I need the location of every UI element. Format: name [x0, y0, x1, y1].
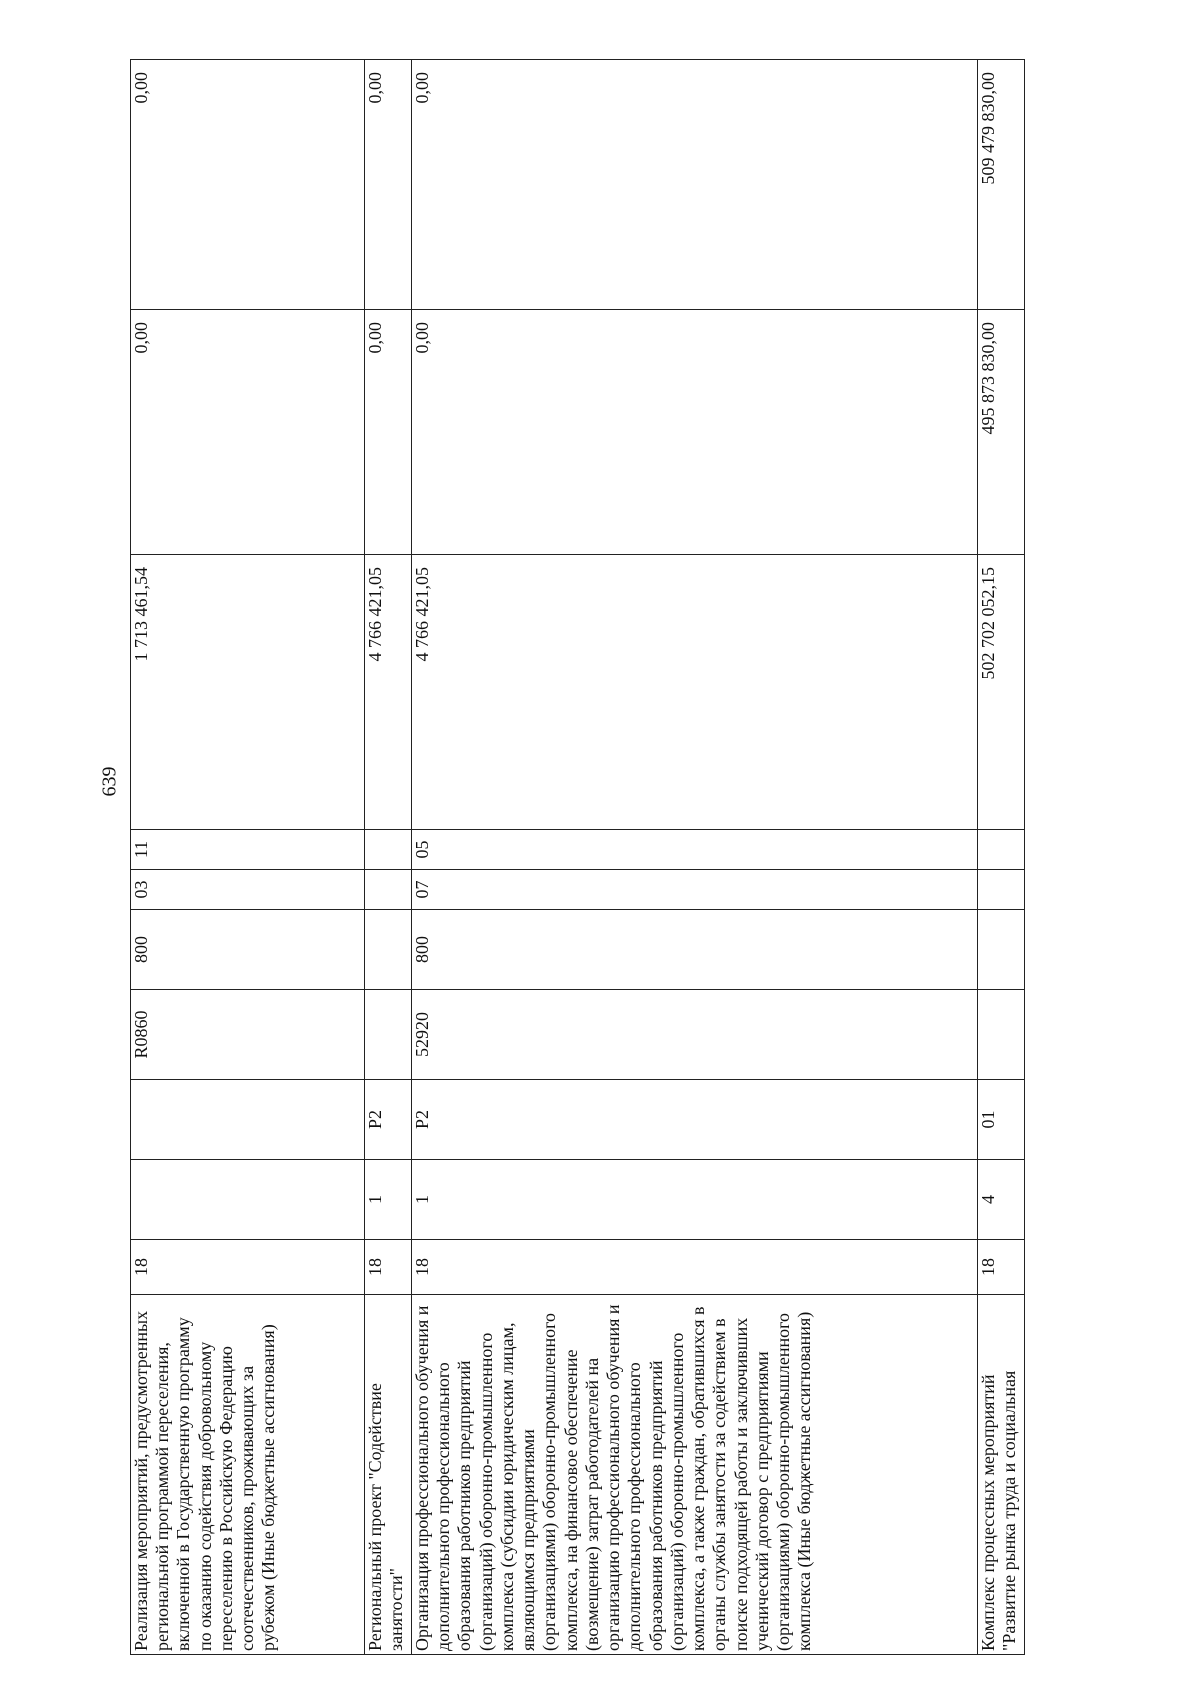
section-code — [365, 870, 412, 910]
section-code — [978, 870, 1025, 910]
amount-year-3: 509 479 830,00 — [978, 60, 1025, 310]
page-number: 639 — [98, 766, 121, 797]
budget-table-rotated — [130, 60, 1080, 1655]
section-code: 03 — [131, 870, 365, 910]
subsection-code — [365, 830, 412, 870]
expense-type-code: 800 — [412, 910, 978, 990]
subsection-code — [978, 830, 1025, 870]
row-name: Региональный проект "Содействие занятости" — [365, 1295, 412, 1655]
subprogram-code: 4 — [978, 1160, 1025, 1240]
row-name: Комплекс процессных мероприятий "Развитие рынка труда и социальная — [978, 1295, 1025, 1655]
program-code: 18 — [131, 1240, 365, 1295]
expense-type-code: 800 — [131, 910, 365, 990]
expense-type-code — [978, 910, 1025, 990]
amount-year-2: 0,00 — [131, 310, 365, 555]
expense-type-code — [365, 910, 412, 990]
direction-code — [978, 990, 1025, 1080]
amount-year-3: 0,00 — [131, 60, 365, 310]
program-code: 18 — [412, 1240, 978, 1295]
amount-year-2: 0,00 — [412, 310, 978, 555]
amount-year-1: 4 766 421,05 — [365, 555, 412, 830]
amount-year-3: 0,00 — [412, 60, 978, 310]
subsection-code: 11 — [131, 830, 365, 870]
event-code: P2 — [365, 1080, 412, 1160]
subprogram-code: 1 — [412, 1160, 978, 1240]
direction-code: R0860 — [131, 990, 365, 1080]
table-row — [365, 60, 412, 1655]
event-code: 01 — [978, 1080, 1025, 1160]
direction-code: 52920 — [412, 990, 978, 1080]
table-row — [131, 60, 365, 1655]
amount-year-2: 495 873 830,00 — [978, 310, 1025, 555]
program-code: 18 — [365, 1240, 412, 1295]
amount-year-1: 502 702 052,15 — [978, 555, 1025, 830]
amount-year-2: 0,00 — [365, 310, 412, 555]
event-code — [131, 1080, 365, 1160]
table-row — [412, 60, 978, 1655]
event-code: P2 — [412, 1080, 978, 1160]
budget-table — [130, 59, 1025, 1655]
program-code: 18 — [978, 1240, 1025, 1295]
subprogram-code: 1 — [365, 1160, 412, 1240]
row-name: Реализация мероприятий, предусмотренных региональной программой переселения, включенной в Государственную программу по оказанию содействия добровольному переселению в Российскую Федерацию соотечественников, проживающих за рубежом (Иные бюджетные ассигнования) — [131, 1295, 365, 1655]
subprogram-code — [131, 1160, 365, 1240]
amount-year-1: 1 713 461,54 — [131, 555, 365, 830]
row-name: Организация профессионального обучения и дополнительного профессионального образования работников предприятий (организаций) оборонно-промышленного комплекса (субсидии юридическим лицам, являющимся предприятиями (организациями) оборонно-промышленного комплекса, на финансовое обеспечение (возмещение) затрат работодателей на организацию профессионального обучения и дополнительного профессионального образования работников предприятий (организаций) оборонно-промышленного комплекса, а также граждан, обратившихся в органы службы занятости за содействием в поиске подходящей работы и заключивших ученический договор с предприятиями (организациями) оборонно-промышленного комплекса (Иные бюджетные ассигнования) — [412, 1295, 978, 1655]
section-code: 07 — [412, 870, 978, 910]
amount-year-1: 4 766 421,05 — [412, 555, 978, 830]
direction-code — [365, 990, 412, 1080]
amount-year-3: 0,00 — [365, 60, 412, 310]
table-row — [978, 60, 1025, 1655]
subsection-code: 05 — [412, 830, 978, 870]
